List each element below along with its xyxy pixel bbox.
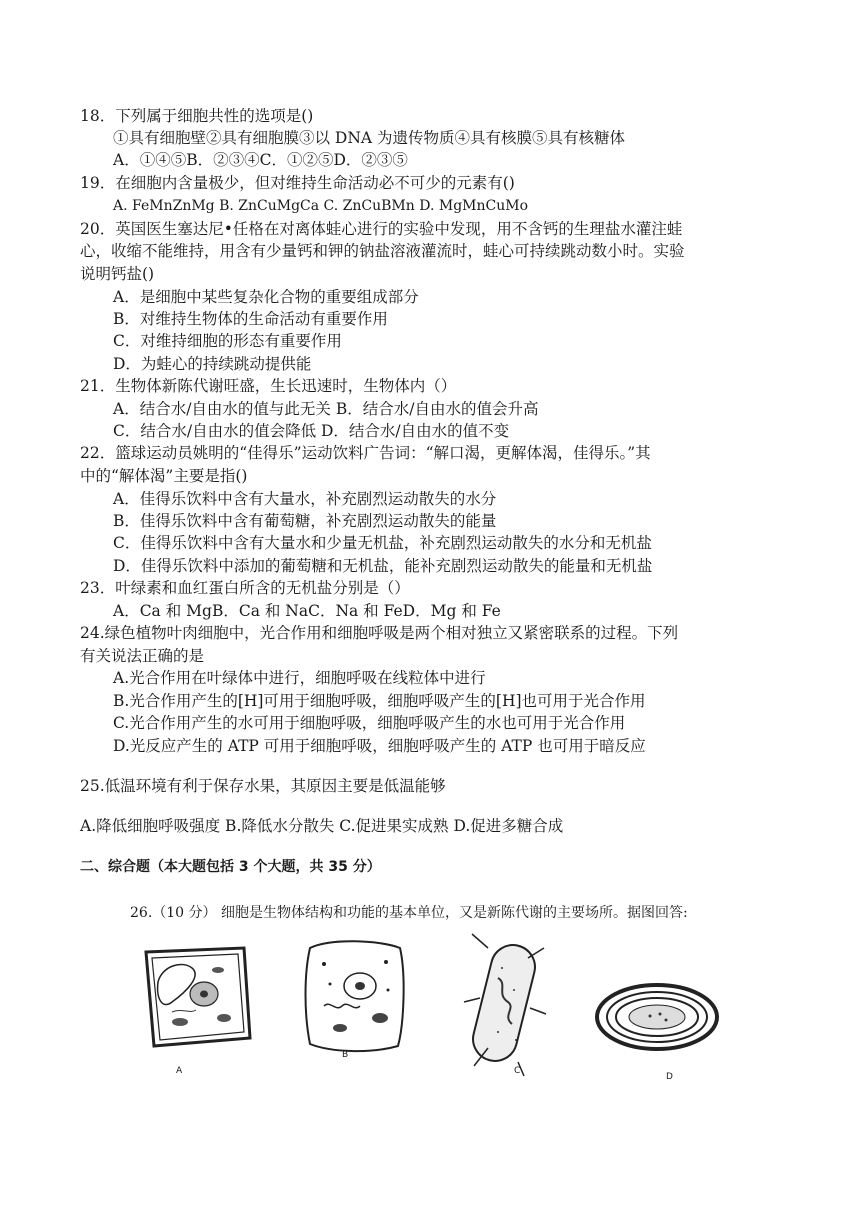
q20-option-b: B．对维持生物体的生命活动有重要作用 <box>113 310 388 328</box>
q20-option-a: A．是细胞中某些复杂化合物的重要组成部分 <box>113 288 419 306</box>
q18-options: A．①④⑤B．②③④C．①②⑤D．②③⑤ <box>113 151 408 169</box>
section2-heading: 二、综合题（本大题包括 3 个大题，共 35 分） <box>80 859 381 875</box>
q20-option-d: D．为蛙心的持续跳动提供能 <box>113 355 312 373</box>
q25-stem: 25.低温环境有利于保存水果，其原因主要是低温能够 <box>80 777 446 795</box>
q22-option-b: B．佳得乐饮料中含有葡萄糖，补充剧烈运动散失的能量 <box>113 512 497 530</box>
q24-stem-line2: 有关说法正确的是 <box>80 647 205 665</box>
figure-d-oval-cell <box>594 982 720 1082</box>
q24-option-a: A.光合作用在叶绿体中进行，细胞呼吸在线粒体中进行 <box>113 669 486 687</box>
q21-stem: 21．生物体新陈代谢旺盛，生长迅速时，生物体内（） <box>80 377 457 395</box>
figure-b-label: B <box>342 1050 349 1060</box>
q20-stem-line1: 20．英国医生塞达尼•任格在对离体蛙心进行的实验中发现，用不含钙的生理盐水灌注蛙 <box>80 220 683 238</box>
q25-options: A.降低细胞呼吸强度 B.降低水分散失 C.促进果实成熟 D.促进多糖合成 <box>80 817 564 835</box>
q20-stem-line2: 心，收缩不能维持，用含有少量钙和钾的钠盐溶液灌流时，蛙心可持续跳动数小时。实验 <box>80 242 685 260</box>
q23-stem: 23．叶绿素和血红蛋白所含的无机盐分别是（） <box>80 579 410 597</box>
q19-stem: 19．在细胞内含量极少，但对维持生命活动必不可少的元素有() <box>80 174 515 192</box>
q22-stem-line2: 中的“解体渴”主要是指() <box>80 467 248 485</box>
q23-options: A．Ca 和 MgB．Ca 和 NaC．Na 和 FeD．Mg 和 Fe <box>113 602 501 620</box>
q20-stem-line3: 说明钙盐() <box>80 265 155 283</box>
figure-b-animal-cell <box>300 934 410 1059</box>
q22-option-d: D．佳得乐饮料中添加的葡萄糖和无机盐，能补充剧烈运动散失的能量和无机盐 <box>113 557 653 575</box>
figure-a-plant-cell <box>132 942 262 1076</box>
q18-stem: 18．下列属于细胞共性的选项是() <box>80 107 314 125</box>
q26-stem: 26.（10 分） 细胞是生物体结构和功能的基本单位，又是新陈代谢的主要场所。据图回答: <box>130 905 688 921</box>
q20-option-c: C．对维持细胞的形态有重要作用 <box>113 332 342 350</box>
q21-options-line1: A．结合水/自由水的值与此无关 B．结合水/自由水的值会升高 <box>113 400 539 418</box>
q22-stem-line1: 22．篮球运动员姚明的“佳得乐”运动饮料广告词：“解口渴，更解体渴，佳得乐。”其 <box>80 444 651 462</box>
q22-option-c: C．佳得乐饮料中含有大量水和少量无机盐，补充剧烈运动散失的水分和无机盐 <box>113 534 652 552</box>
q24-option-b: B.光合作用产生的[H]可用于细胞呼吸，细胞呼吸产生的[H]也可用于光合作用 <box>113 692 646 710</box>
figure-c-bacterium <box>458 928 548 1078</box>
figure-a-label: A <box>176 1066 183 1076</box>
figure-c-label: C <box>514 1066 521 1076</box>
q21-options-line2: C．结合水/自由水的值会降低 D．结合水/自由水的值不变 <box>113 422 510 440</box>
figure-d-label: D <box>666 1072 673 1082</box>
q22-option-a: A．佳得乐饮料中含有大量水，补充剧烈运动散失的水分 <box>113 490 497 508</box>
q24-stem-line1: 24.绿色植物叶肉细胞中，光合作用和细胞呼吸是两个相对独立又紧密联系的过程。下列 <box>80 624 679 642</box>
q24-option-d: D.光反应产生的 ATP 可用于细胞呼吸，细胞呼吸产生的 ATP 也可用于暗反应 <box>113 737 646 755</box>
q18-items: ①具有细胞壁②具有细胞膜③以 DNA 为遗传物质④具有核膜⑤具有核糖体 <box>113 129 626 147</box>
q19-options: A. FeMnZnMg B. ZnCuMgCa C. ZnCuBMn D. MgMnCuMo <box>113 198 528 214</box>
q24-option-c: C.光合作用产生的水可用于细胞呼吸，细胞呼吸产生的水也可用于光合作用 <box>113 714 626 732</box>
